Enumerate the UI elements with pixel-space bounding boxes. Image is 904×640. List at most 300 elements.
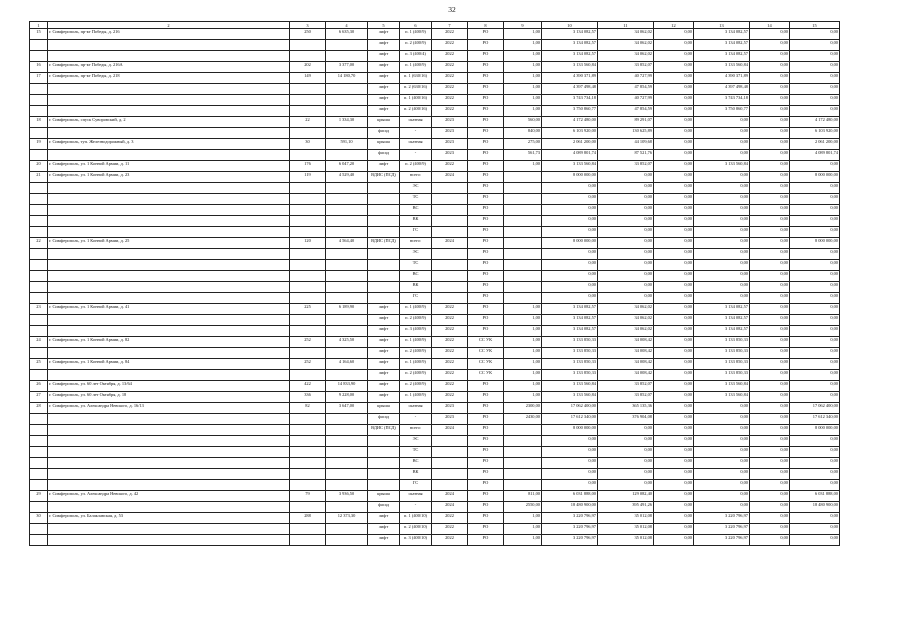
table-cell: г. Симферополь, ул. 60 лет Октября, д. 18 (48, 392, 290, 403)
table-cell: 0,00 (790, 260, 840, 271)
table-cell (368, 249, 400, 260)
table-cell: 0,00 (598, 436, 654, 447)
table-cell: 12 (654, 22, 694, 29)
table-cell: г. Симферополь, ул. 1 Конной Армии, д. 11 (48, 161, 290, 172)
table-cell: 3 133 850,33 (694, 337, 750, 348)
table-cell: СС УК (468, 359, 504, 370)
table-cell (48, 447, 290, 458)
table-cell: 3 936,50 (326, 491, 368, 502)
table-cell: 0,00 (790, 62, 840, 73)
table-row (30, 381, 840, 392)
table-cell: 6 047,20 (326, 161, 368, 172)
table-cell: 30 (290, 139, 326, 150)
table-cell: 0,00 (790, 447, 840, 458)
table-cell: 0,00 (790, 216, 840, 227)
table-cell: 0,00 (750, 403, 790, 414)
table-cell: 3 220 796,97 (694, 535, 750, 546)
table-row (30, 348, 840, 359)
table-cell: 3 133 560,84 (694, 381, 750, 392)
table-cell: РО (468, 260, 504, 271)
table-cell: РО (468, 183, 504, 194)
table-row (30, 95, 840, 106)
table-cell: 2022 (432, 29, 468, 40)
table-cell: скатная (400, 117, 432, 128)
table-cell (326, 535, 368, 546)
table-cell: 0,00 (654, 95, 694, 106)
table-cell: 0,00 (750, 161, 790, 172)
table-cell: 22 (30, 238, 48, 249)
table-cell: 0,00 (694, 150, 750, 161)
table-cell: 0,00 (790, 84, 840, 95)
table-cell: 0,00 (598, 194, 654, 205)
table-cell: РО (468, 161, 504, 172)
table-cell: 3 134 082,57 (694, 304, 750, 315)
table-cell: ГС (400, 293, 432, 304)
table-cell: 0,00 (694, 403, 750, 414)
table-cell: 29 (30, 491, 48, 502)
table-cell: лифт (368, 524, 400, 535)
table-cell (504, 205, 542, 216)
table-cell (30, 535, 48, 546)
table-cell: 0,00 (694, 216, 750, 227)
table-cell: 11 (598, 22, 654, 29)
table-cell (48, 260, 290, 271)
table-cell: 34 062,02 (598, 315, 654, 326)
table-cell: 0,00 (750, 84, 790, 95)
table-cell (290, 95, 326, 106)
table-cell (30, 348, 48, 359)
table-cell (48, 194, 290, 205)
table-cell: 0,00 (654, 260, 694, 271)
table-cell: 1 334,30 (326, 117, 368, 128)
table-cell: 2023 (432, 128, 468, 139)
table-cell (290, 271, 326, 282)
table-cell: 4 325,50 (326, 337, 368, 348)
table-row (30, 51, 840, 62)
table-cell (504, 469, 542, 480)
table-cell (48, 227, 290, 238)
table-cell: 0,00 (790, 183, 840, 194)
table-cell (432, 216, 468, 227)
table-cell: РО (468, 535, 504, 546)
table-cell: 2024 (432, 491, 468, 502)
table-cell: 34 062,02 (598, 326, 654, 337)
table-cell (326, 183, 368, 194)
table-cell: п. 1 (630/16) (400, 73, 432, 84)
table-cell: 2022 (432, 40, 468, 51)
table-row (30, 73, 840, 84)
table-cell: лифт (368, 392, 400, 403)
table-cell (504, 480, 542, 491)
table-cell (432, 205, 468, 216)
table-cell: РО (468, 304, 504, 315)
table-cell: 34 062,02 (598, 304, 654, 315)
table-cell: РО (468, 480, 504, 491)
table-cell: п. 2 (400/9) (400, 315, 432, 326)
table-cell: 0,00 (654, 425, 694, 436)
table-cell: 0,00 (694, 117, 750, 128)
table-cell: 4 564,40 (326, 238, 368, 249)
table-cell: 2022 (432, 315, 468, 326)
table-cell: РО (468, 491, 504, 502)
table-cell (368, 447, 400, 458)
table-cell: 19 (30, 139, 48, 150)
table-cell: 0,00 (750, 524, 790, 535)
table-cell: 4 172 480,00 (542, 117, 598, 128)
table-cell: п. 2 (400/9) (400, 348, 432, 359)
table-cell: г. Симферополь, пр-кт Победы, д. 218 (48, 73, 290, 84)
table-cell: 130 625,89 (598, 128, 654, 139)
table-cell: лифт (368, 51, 400, 62)
table-cell: 2023 (432, 117, 468, 128)
table-cell: 149 (290, 73, 326, 84)
table-cell (290, 84, 326, 95)
table-cell: крыша (368, 139, 400, 150)
table-cell: п. 2 (400/9) (400, 161, 432, 172)
table-cell: ВС (400, 458, 432, 469)
table-cell: 2023 (432, 139, 468, 150)
table-cell: РО (468, 51, 504, 62)
table-cell: 6 031 888,00 (790, 491, 840, 502)
table-cell: 0,00 (598, 469, 654, 480)
table-cell (504, 172, 542, 183)
table-row (30, 414, 840, 425)
table-cell: 10 (542, 22, 598, 29)
table-cell: 0,00 (750, 106, 790, 117)
table-cell: 34 008,42 (598, 359, 654, 370)
table-cell (290, 227, 326, 238)
table-row (30, 161, 840, 172)
table-cell: 13 (694, 22, 750, 29)
table-cell: 1,00 (504, 161, 542, 172)
table-cell (290, 447, 326, 458)
table-cell: 0,00 (750, 139, 790, 150)
table-cell: 0,00 (750, 315, 790, 326)
table-cell (290, 40, 326, 51)
table-cell (326, 502, 368, 513)
table-cell: РО (468, 436, 504, 447)
table-cell: 3 134 082,57 (694, 315, 750, 326)
table-cell (290, 436, 326, 447)
table-cell: 0,00 (694, 480, 750, 491)
table-cell (432, 227, 468, 238)
table-cell (432, 194, 468, 205)
table-cell: 2022 (432, 161, 468, 172)
table-cell: 0,00 (542, 480, 598, 491)
table-cell: 0,00 (790, 51, 840, 62)
table-cell (504, 425, 542, 436)
table-cell (326, 51, 368, 62)
table-cell: 0,00 (654, 436, 694, 447)
table-cell: 0,00 (654, 337, 694, 348)
table-cell: 0,00 (598, 293, 654, 304)
table-cell (290, 293, 326, 304)
table-cell (290, 194, 326, 205)
table-cell (48, 150, 290, 161)
table-cell: 1,00 (504, 337, 542, 348)
table-cell: 0,00 (750, 73, 790, 84)
table-cell: лифт (368, 29, 400, 40)
table-cell (30, 436, 48, 447)
table-cell: 0,00 (654, 315, 694, 326)
table-cell: 89 291,07 (598, 117, 654, 128)
table-cell: РО (468, 40, 504, 51)
table-cell (48, 106, 290, 117)
table-cell: 34 062,02 (598, 29, 654, 40)
table-cell (290, 128, 326, 139)
table-cell: 27 (30, 392, 48, 403)
table-cell: 0,00 (790, 326, 840, 337)
table-cell: 2022 (432, 392, 468, 403)
table-cell: 1,00 (504, 315, 542, 326)
table-cell: 0,00 (694, 469, 750, 480)
table-cell (326, 326, 368, 337)
table-cell: 40 727,99 (598, 73, 654, 84)
table-cell (48, 425, 290, 436)
column-number-row (30, 22, 840, 29)
table-cell: 0,00 (542, 436, 598, 447)
table-cell: 87 521,76 (598, 150, 654, 161)
table-cell: 225 (290, 304, 326, 315)
table-cell: 0,00 (750, 260, 790, 271)
table-cell: фасад (368, 128, 400, 139)
table-cell: 0,00 (598, 447, 654, 458)
table-cell: 2022 (432, 62, 468, 73)
table-cell (30, 216, 48, 227)
table-cell: 0,00 (598, 249, 654, 260)
table-cell: п. 1 (400/9) (400, 62, 432, 73)
table-cell (48, 348, 290, 359)
table-cell: 0,00 (750, 502, 790, 513)
table-cell: 0,00 (654, 106, 694, 117)
table-cell: СС УК (468, 370, 504, 381)
table-cell: 1,00 (504, 29, 542, 40)
table-cell: 0,00 (654, 205, 694, 216)
table-cell: г. Симферополь, пр-кт Победы, д. 216А (48, 62, 290, 73)
table-cell (30, 469, 48, 480)
table-cell: 34 008,42 (598, 370, 654, 381)
table-cell: 0,00 (750, 194, 790, 205)
table-cell (368, 183, 400, 194)
table-cell: 0,00 (598, 425, 654, 436)
table-cell: ГС (400, 480, 432, 491)
table-cell: 2024 (432, 238, 468, 249)
table-cell (432, 447, 468, 458)
table-cell: 3 134 082,57 (694, 40, 750, 51)
table-cell: 0,00 (790, 194, 840, 205)
table-cell: 0,00 (654, 128, 694, 139)
table-cell: 3 134 082,57 (542, 304, 598, 315)
table-cell (48, 480, 290, 491)
table-cell: 1,00 (504, 348, 542, 359)
table-cell: 0,00 (790, 381, 840, 392)
table-cell (48, 84, 290, 95)
table-row (30, 271, 840, 282)
table-cell: 1,00 (504, 84, 542, 95)
table-cell: 1,00 (504, 535, 542, 546)
table-row (30, 436, 840, 447)
table-cell: 18 480 900,00 (542, 502, 598, 513)
table-cell: РО (468, 469, 504, 480)
table-cell (368, 469, 400, 480)
table-cell: 0,00 (654, 172, 694, 183)
table-cell: ТС (400, 447, 432, 458)
table-cell: 17 (30, 73, 48, 84)
table-cell: 0,00 (694, 139, 750, 150)
table-cell: п. 2 (400/9) (400, 40, 432, 51)
table-cell: 79 (290, 491, 326, 502)
table-cell: 0,00 (790, 227, 840, 238)
table-cell: 3 133 850,33 (694, 348, 750, 359)
table-cell (432, 458, 468, 469)
table-cell: ТС (400, 260, 432, 271)
table-cell: 2022 (432, 73, 468, 84)
table-cell: 1,00 (504, 106, 542, 117)
table-cell: 0,00 (790, 282, 840, 293)
table-cell: 3 134 082,57 (542, 326, 598, 337)
table-cell: 0,00 (654, 29, 694, 40)
table-cell: фасад (368, 502, 400, 513)
table-cell (30, 106, 48, 117)
table-cell (326, 95, 368, 106)
table-row (30, 150, 840, 161)
table-cell: 2022 (432, 348, 468, 359)
table-cell: 7 (432, 22, 468, 29)
table-cell: всего: (400, 172, 432, 183)
table-cell (432, 436, 468, 447)
table-cell: 2 061 200,00 (542, 139, 598, 150)
table-cell: 0,00 (790, 458, 840, 469)
table-cell: 2024 (432, 425, 468, 436)
table-cell: РО (468, 458, 504, 469)
table-cell: крыша (368, 403, 400, 414)
table-cell: РО (468, 150, 504, 161)
table-cell: 0,00 (750, 348, 790, 359)
table-cell: 0,00 (790, 370, 840, 381)
table-cell: СС УК (468, 337, 504, 348)
table-row (30, 458, 840, 469)
table-cell: ВК (400, 282, 432, 293)
table-cell: 0,00 (750, 326, 790, 337)
table-cell: 4 172 480,00 (790, 117, 840, 128)
table-cell (290, 458, 326, 469)
table-cell: скатная (400, 491, 432, 502)
table-cell (326, 469, 368, 480)
table-cell: 0,00 (694, 502, 750, 513)
table-cell: 6 (400, 22, 432, 29)
table-cell: 8 000 000,00 (790, 238, 840, 249)
table-cell: 0,00 (790, 469, 840, 480)
table-row (30, 238, 840, 249)
table-cell: 8 000 000,00 (542, 425, 598, 436)
table-cell: 4 089 801,74 (542, 150, 598, 161)
table-cell (290, 282, 326, 293)
table-cell (290, 326, 326, 337)
table-cell (48, 95, 290, 106)
table-cell: 3 134 082,57 (542, 315, 598, 326)
table-cell: 0,00 (542, 194, 598, 205)
table-cell: всего: (400, 425, 432, 436)
table-cell: фасад (368, 414, 400, 425)
table-cell (368, 260, 400, 271)
table-cell: 0,00 (790, 392, 840, 403)
table-cell: 0,00 (790, 535, 840, 546)
table-cell (326, 227, 368, 238)
table-cell: 0,00 (750, 447, 790, 458)
table-cell: 3 220 796,97 (542, 513, 598, 524)
table-cell: 0,00 (654, 73, 694, 84)
table-cell (432, 480, 468, 491)
table-cell: РО (468, 524, 504, 535)
table-cell: 6 103 920,00 (542, 128, 598, 139)
table-cell (290, 425, 326, 436)
table-cell: 6 103 920,00 (790, 128, 840, 139)
table-row (30, 524, 840, 535)
table-cell: РО (468, 73, 504, 84)
table-cell: 0,00 (654, 40, 694, 51)
table-cell (30, 293, 48, 304)
table-cell (326, 480, 368, 491)
table-cell: 0,00 (790, 293, 840, 304)
table-cell: 2022 (432, 370, 468, 381)
table-cell (326, 425, 368, 436)
table-cell: 3 133 850,33 (694, 359, 750, 370)
table-cell: 9 (504, 22, 542, 29)
table-row (30, 106, 840, 117)
table-cell (432, 271, 468, 282)
repair-schedule-table (29, 21, 840, 546)
table-cell: 0,00 (694, 183, 750, 194)
table-cell: РО (468, 425, 504, 436)
table-row (30, 216, 840, 227)
table-cell: 0,00 (750, 172, 790, 183)
table-cell: лифт (368, 348, 400, 359)
table-cell (368, 194, 400, 205)
table-cell: 25 (30, 359, 48, 370)
table-cell (326, 260, 368, 271)
table-cell: 28 (30, 403, 48, 414)
table-cell: г. Симферополь, ул. 60 лет Октября, д. 13/64 (48, 381, 290, 392)
table-cell (48, 293, 290, 304)
table-cell (48, 436, 290, 447)
table-cell: ВДИС (ПСД) (368, 172, 400, 183)
table-cell (30, 183, 48, 194)
table-cell: лифт (368, 304, 400, 315)
table-cell: 0,00 (542, 227, 598, 238)
table-cell (368, 282, 400, 293)
table-cell: 2022 (432, 524, 468, 535)
table-cell: 3 133 850,33 (542, 337, 598, 348)
table-cell: 33 852,07 (598, 392, 654, 403)
table-cell (504, 436, 542, 447)
table-cell (326, 315, 368, 326)
table-cell: 2022 (432, 304, 468, 315)
table-cell: 0,00 (790, 73, 840, 84)
table-cell: 24 (30, 337, 48, 348)
table-cell (432, 183, 468, 194)
table-cell: 0,00 (598, 227, 654, 238)
table-cell: 3 (290, 22, 326, 29)
table-cell: 17 612 340,00 (542, 414, 598, 425)
table-cell: РО (468, 502, 504, 513)
table-cell (326, 436, 368, 447)
table-cell: лифт (368, 95, 400, 106)
table-cell (290, 51, 326, 62)
table-cell (368, 271, 400, 282)
table-cell: 3 134 082,57 (542, 40, 598, 51)
table-cell: 0,00 (790, 271, 840, 282)
table-cell: 336 (290, 392, 326, 403)
